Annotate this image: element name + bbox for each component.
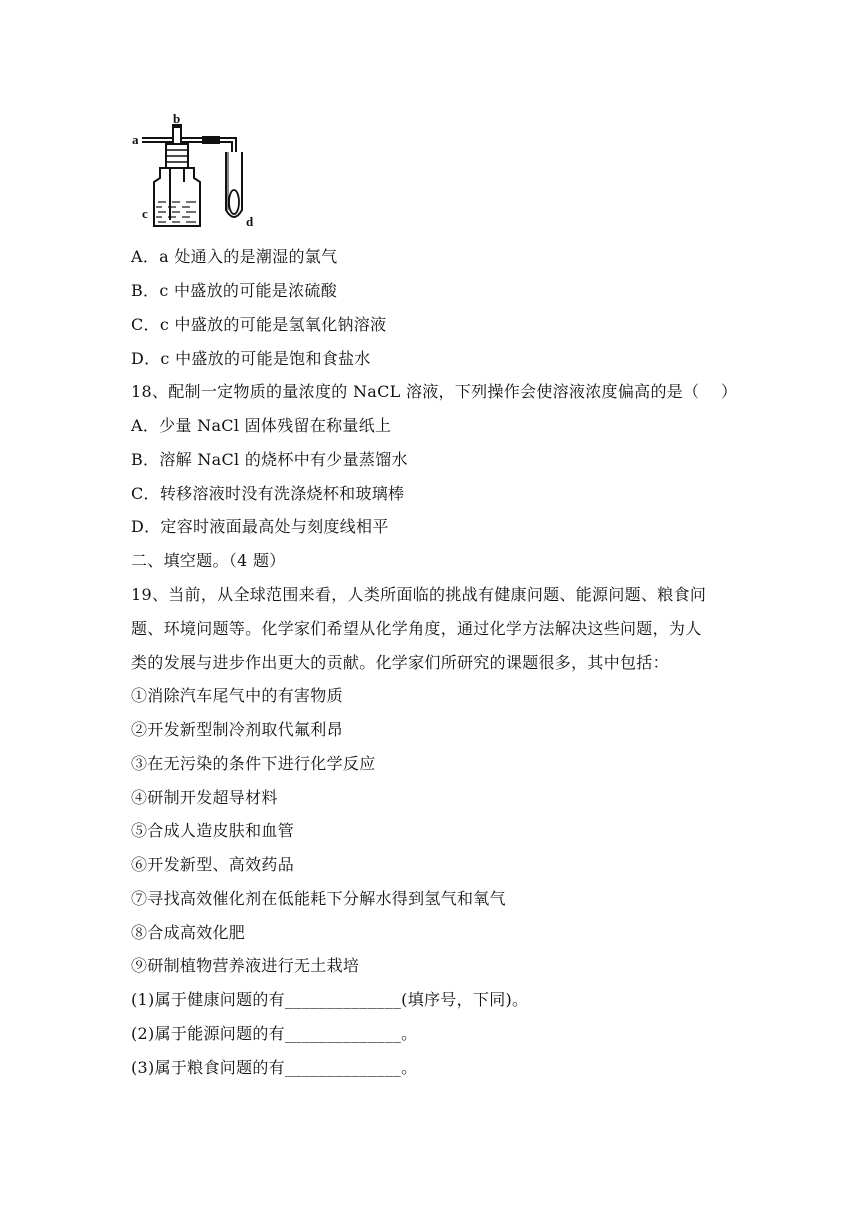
label-c: c (142, 206, 148, 221)
q19-item: ⑨研制植物营养液进行无土栽培 (131, 956, 360, 975)
q19-item: ④研制开发超导材料 (131, 788, 278, 807)
q19-subquestion-1: (1)属于健康问题的有______________(填序号，下同)。 (131, 990, 529, 1009)
q17-option-a: A．a 处通入的是潮湿的氯气 (131, 247, 338, 266)
label-d: d (246, 214, 254, 229)
q19-subquestion-3: (3)属于粮食问题的有______________。 (131, 1058, 418, 1077)
test-tube-d (226, 152, 242, 217)
q19-item: ⑤合成人造皮肤和血管 (131, 821, 295, 840)
label-b: b (173, 112, 181, 126)
q19-stem-line: 19、当前，从全球范围来看，人类所面临的挑战有健康问题、能源问题、粮食问 (131, 585, 707, 604)
q18-stem: 18、配制一定物质的量浓度的 NaCL 溶液，下列操作会使溶液浓度偏高的是（ ） (131, 382, 738, 401)
q19-subquestion-2: (2)属于能源问题的有______________。 (131, 1024, 418, 1043)
label-a: a (132, 132, 139, 147)
q18-option-b: B．溶解 NaCl 的烧杯中有少量蒸馏水 (131, 450, 408, 469)
q18-option-a: A．少量 NaCl 固体残留在称量纸上 (131, 416, 392, 435)
wash-bottle-c (154, 168, 200, 226)
q19-item: ③在无污染的条件下进行化学反应 (131, 754, 376, 773)
bottle-stopper (166, 144, 188, 168)
section-fill-in-header: 二、填空题。（4 题） (131, 551, 286, 570)
q19-item: ⑥开发新型、高效药品 (131, 855, 295, 874)
q19-item: ⑧合成高效化肥 (131, 923, 246, 942)
q18-option-d: D．定容时液面最高处与刻度线相平 (131, 517, 389, 536)
valve-b (172, 124, 182, 144)
q19-item: ②开发新型制冷剂取代氟利昂 (131, 720, 343, 739)
q19-item: ①消除汽车尾气中的有害物质 (131, 686, 343, 705)
q17-option-b: B．c 中盛放的可能是浓硫酸 (131, 281, 338, 300)
q17-option-c: C．c 中盛放的可能是氢氧化钠溶液 (131, 315, 387, 334)
q19-stem-line: 类的发展与进步作出更大的贡献。化学家们所研究的课题很多，其中包括： (131, 653, 669, 672)
q19-item: ⑦寻找高效催化剂在低能耗下分解水得到氢气和氧气 (131, 889, 506, 908)
q17-option-d: D．c 中盛放的可能是饱和食盐水 (131, 349, 371, 368)
q18-option-c: C．转移溶液时没有洗涤烧杯和玻璃棒 (131, 484, 405, 503)
q19-stem-line: 题、环境问题等。化学家们希望从化学角度，通过化学方法解决这些问题，为人 (131, 619, 702, 638)
q19-stem (131, 584, 731, 674)
gas-washing-apparatus-figure (128, 112, 268, 234)
